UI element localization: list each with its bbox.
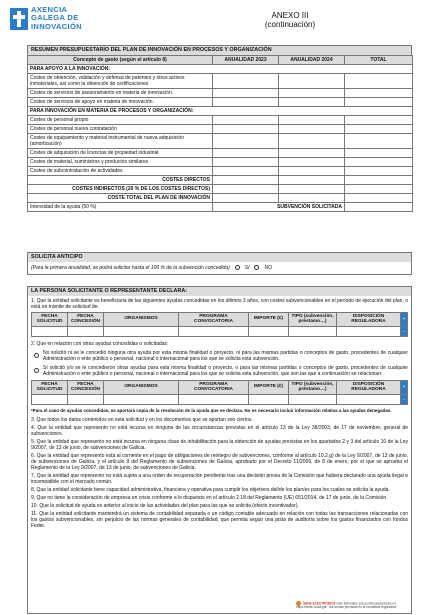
col-programa: PROGRAMA CONVOCATORIA <box>179 312 249 326</box>
amount-cell[interactable] <box>345 184 413 193</box>
col-importe: IMPORTE (€) <box>249 380 289 394</box>
xunta-logo-icon <box>10 8 28 30</box>
col-total: TOTAL <box>345 55 413 64</box>
amount-cell[interactable] <box>345 166 413 175</box>
ayudas-table-2 <box>31 380 408 405</box>
amount-cell[interactable] <box>345 133 413 148</box>
col-fecha-concesion: FECHA CONCESIÓN <box>68 312 104 326</box>
amount-cell[interactable] <box>279 124 345 133</box>
option-a-radio[interactable] <box>34 353 39 358</box>
col-tipo: TIPO (subvención, préstamo…) <box>289 312 337 326</box>
table-cell[interactable] <box>68 326 104 336</box>
plus-icon: + <box>402 384 406 390</box>
declaration-title: LA PERSONA SOLICITANTE O REPRESENTANTE DECLARA: <box>27 286 412 296</box>
amount-cell[interactable] <box>345 193 413 202</box>
budget-row-label: Costes de obtención, validación y defensa de patentes y otros activos inmateriales, así como la obtención de certificaciones <box>28 73 213 88</box>
table-cell[interactable] <box>249 326 289 336</box>
anticipo-si-label: SÍ <box>244 264 250 271</box>
amount-cell[interactable] <box>279 175 345 184</box>
declaration-frame <box>27 296 412 614</box>
plus-icon: + <box>402 316 406 322</box>
costes-indirectos-label: COSTES INDIRECTOS (20 % DE LOS COSTES DIRECTOS) <box>28 184 213 193</box>
table-cell[interactable] <box>289 326 337 336</box>
option-b-radio[interactable] <box>34 368 39 373</box>
costes-directos-label: COSTES DIRECTOS <box>28 175 213 184</box>
amount-cell[interactable] <box>213 73 279 88</box>
footer-text: Este formulario sólo podrá presentarse en <box>336 601 396 606</box>
table-cell[interactable] <box>249 394 289 404</box>
anticipo-title: SOLICITA ANTICIPO <box>27 252 412 262</box>
col-anualidad-2023: ANUALIDAD 2023 <box>213 55 279 64</box>
col-organismos: ORGANISMOS <box>104 380 179 394</box>
anticipo-body <box>27 262 412 275</box>
budget-row-label: Costes de subcontratación de actividades <box>28 166 213 175</box>
col-fecha-solicitud: FECHA SOLICITUD <box>32 312 68 326</box>
table-cell[interactable] <box>179 326 249 336</box>
col-fecha-concesion: FECHA CONCESIÓN <box>68 380 104 394</box>
declaration-item: 9. Que no tiene la consideración de empresa en crisis conforme a lo dispuesto en el artículo 2.18 del Reglamento (UE) 651/2014, de 17 de junio, de la Comisión. <box>31 494 388 501</box>
table-cell[interactable] <box>337 394 401 404</box>
anticipo-section <box>27 252 412 275</box>
declaration-item: 7. Que la entidad que represento no está sujeta a una orden de recuperación pendiente tras una decisión previa de la Comisión que hubiera declarado una ayuda ilegal e incompatible con el mercado común. <box>31 472 408 485</box>
amount-cell[interactable] <box>345 175 413 184</box>
amount-cell[interactable] <box>345 148 413 157</box>
budget-row-label: Costes de personal propio <box>28 115 213 124</box>
amount-cell[interactable] <box>213 166 279 175</box>
anticipo-no-radio[interactable] <box>254 265 259 270</box>
table-cell[interactable] <box>337 326 401 336</box>
declaration-list <box>31 417 408 529</box>
group-apoyo-innovacion: PARA APOYO A LA INNOVACIÓN: <box>28 64 413 73</box>
table-cell[interactable] <box>32 394 68 404</box>
amount-cell[interactable] <box>213 175 279 184</box>
amount-cell[interactable] <box>213 88 279 97</box>
table-cell[interactable] <box>179 394 249 404</box>
footer <box>296 601 431 610</box>
amount-cell[interactable] <box>279 193 345 202</box>
amount-cell[interactable] <box>279 115 345 124</box>
col-tipo: TIPO (subvención, préstamo…) <box>289 380 337 394</box>
budget-row-label: Costes de equipamiento y material instrumental de nueva adquisición (amortización) <box>28 133 213 148</box>
remove-row-button[interactable] <box>401 326 408 336</box>
subvencion-amount-cell[interactable] <box>345 202 413 211</box>
col-disposicion: DISPOSICIÓN REGULADORA <box>337 380 401 394</box>
amount-cell[interactable] <box>279 184 345 193</box>
amount-cell[interactable] <box>279 73 345 88</box>
amount-cell[interactable] <box>279 166 345 175</box>
budget-row-label: Costes de adquisición de licencias de propiedad industrial <box>28 148 213 157</box>
anticipo-text: (Para la primera anualidad, se podrá solicitar hasta el 100 % de la subvención concedida) <box>31 264 230 271</box>
col-anualidad-2024: ANUALIDAD 2024 <box>279 55 345 64</box>
amount-cell[interactable] <box>213 97 279 106</box>
amount-cell[interactable] <box>345 88 413 97</box>
amount-cell[interactable] <box>345 97 413 106</box>
add-row-button[interactable] <box>401 312 408 326</box>
declaration-item: 6. Que la entidad que represento está al corriente en el pago de obligaciones de reintegro de subvenciones, conforme al artículo 10.2.g) de la Ley 9/2007, de 13 de junio, de subvenciones de Galicia, y el artículo 9 del Reglamento de subvenciones de Galicia, aprobado por el Decreto 11/2009, de 8 de enero, por el que se aprueba el Reglamento de la Ley 9/2007, de 13 de junio, de subvenciones de Galicia. <box>31 452 408 471</box>
anexo-title: ANEXO III (continuación) <box>264 11 316 29</box>
declaration-item: 8. Que la entidad solicitante tiene capacidad administrativa, financiera y operativa para cumplir los objetivos del/de los plan/es para los cuales se solicita la ayuda. <box>31 486 390 493</box>
group-procesos-organizacion: PARA INNOVACIÓN EN MATERIA DE PROCESOS Y ORGANIZACIÓN: <box>28 106 413 115</box>
table-cell[interactable] <box>289 394 337 404</box>
amount-cell[interactable] <box>345 157 413 166</box>
amount-cell[interactable] <box>213 115 279 124</box>
col-programa: PROGRAMA CONVOCATORIA <box>179 380 249 394</box>
agency-logo-text: AXENCIA GALEGA DE INNOVACIÓN <box>31 5 82 31</box>
minus-icon: – <box>402 396 406 402</box>
col-fecha-solicitud: FECHA SOLICITUD <box>32 380 68 394</box>
col-importe: IMPORTE (€) <box>249 312 289 326</box>
ayudas-table-1 <box>31 312 408 337</box>
subvencion-solicitada-label: SUBVENCIÓN SOLICITADA <box>213 202 345 211</box>
amount-cell[interactable] <box>279 88 345 97</box>
table-cell[interactable] <box>104 394 179 404</box>
footer-text-2: https://sede.xunta.gal · los formas previstas en la normativa reguladora <box>296 605 397 610</box>
budget-row-label: Costes de servicios de apoyo en materia de innovación. <box>28 97 213 106</box>
amount-cell[interactable] <box>279 133 345 148</box>
declaration-item: 3. Que todos los datos contenidos en esta solicitud y en los documentos que se aportan son ciertos. <box>31 416 253 423</box>
amount-cell[interactable] <box>345 124 413 133</box>
amount-cell[interactable] <box>213 193 279 202</box>
minus-icon: – <box>402 328 406 334</box>
ayudas-note: *Para el caso de ayudas concedidas, se aportará copia de la resolución de la ayuda que se declara. No es necesario incluir información relativa a las ayudas denegadas. <box>31 407 392 413</box>
option-a-row <box>31 350 408 362</box>
declaration-item: 4. Que la entidad que represento no está incursa en ninguna de las circunstancias previstas en el artículo 13 de la Ley 38/2003, de 17 de noviembre, general de subvenciones. <box>31 424 408 437</box>
table-cell[interactable] <box>32 326 68 336</box>
amount-cell[interactable] <box>279 97 345 106</box>
declaration-item: 10. Que la solicitud de ayuda es anterior al inicio de las actividades del plan para las que se solicita (efecto incentivador). <box>31 502 299 509</box>
amount-cell[interactable] <box>213 124 279 133</box>
intensidad-label: Intensidad de la ayuda (50 %) <box>28 202 213 211</box>
amount-cell[interactable] <box>279 148 345 157</box>
budget-summary-section <box>27 45 412 212</box>
col-disposicion: DISPOSICIÓN REGULADORA <box>337 312 401 326</box>
declaration-item-2: 2. Que en relación con otras ayudas concedidas o solicitadas: <box>31 340 169 347</box>
amount-cell[interactable] <box>213 184 279 193</box>
declaration-item: 5. Que la entidad que represento no está incursa en ninguna clase de inhabilitación para la obtención de ayudas previstas en los apartados 2 y 3 del artículo 10 de la Ley 9/2007, de 13 de junio, de subvenciones de Galicia. <box>31 438 408 451</box>
option-a-text: No solicitó ni se le concedió ninguna otra ayuda por esta misma finalidad o proyecto, ni para las mismas partidas o conceptos de gasto, procedentes de cualquier Administración o ente público o personal, nacional o internacional para los que se solicita esta subvención. <box>43 349 408 362</box>
add-row-button[interactable] <box>401 380 408 394</box>
amount-cell[interactable] <box>279 157 345 166</box>
table-cell[interactable] <box>104 326 179 336</box>
footer-brand: SEDE ELECTRÓNICA <box>303 601 336 606</box>
budget-title: RESUMEN PRESUPUESTARIO DEL PLAN DE INNOVACIÓN EN PROCESOS Y ORGANIZACIÓN <box>27 45 412 55</box>
amount-cell[interactable] <box>213 148 279 157</box>
col-concepto: Concepto de gasto (según el artículo 8) <box>28 55 213 64</box>
anticipo-no-label: NO <box>264 264 272 271</box>
declaration-section <box>27 286 412 614</box>
remove-row-button[interactable] <box>401 394 408 404</box>
budget-row-label: Costes de material, suministros y productos similares <box>28 157 213 166</box>
table-cell[interactable] <box>68 394 104 404</box>
amount-cell[interactable] <box>213 157 279 166</box>
col-organismos: ORGANISMOS <box>104 312 179 326</box>
budget-row-label: Costes de personal nueva contratación <box>28 124 213 133</box>
declaration-item-1: 1. Que la entidad solicitante es beneficiaria de las siguientes ayudas concedidas en los últimos 3 años, con costes subvencionables en el período de ejecución del plan, o está en trámite de solicitud de: <box>31 297 408 310</box>
declaration-item: 11. Que la entidad solicitante mantendrá un sistema de contabilidad separada o un código contable adecuado en relación con todas las transacciones relacionadas con los gastos subvencionables, sin perjuicio de las normas generales de contabilidad, que permita seguir una pista de auditoría sobre los gastos financiados con fondos Feder. <box>31 510 408 529</box>
option-b-row <box>31 365 408 377</box>
amount-cell[interactable] <box>213 133 279 148</box>
anticipo-si-radio[interactable] <box>235 265 240 270</box>
budget-row-label: Costes de servicios de asesoramiento en materia de innovación. <box>28 88 213 97</box>
option-b-text: Sí solicitó y/o se le concedieron otras ayudas para esta misma finalidad o proyecto, o para las mismas partidas o conceptos de gasto, procedentes de cualquier Administración o ente público o personal, nacional o internacional para los que se solicita esta subvención, que son las que a continuación se relacionan: <box>43 364 408 377</box>
amount-cell[interactable] <box>345 115 413 124</box>
coste-total-label: COSTE TOTAL DEL PLAN DE INNOVACIÓN <box>28 193 213 202</box>
amount-cell[interactable] <box>345 73 413 88</box>
budget-table <box>27 55 413 212</box>
